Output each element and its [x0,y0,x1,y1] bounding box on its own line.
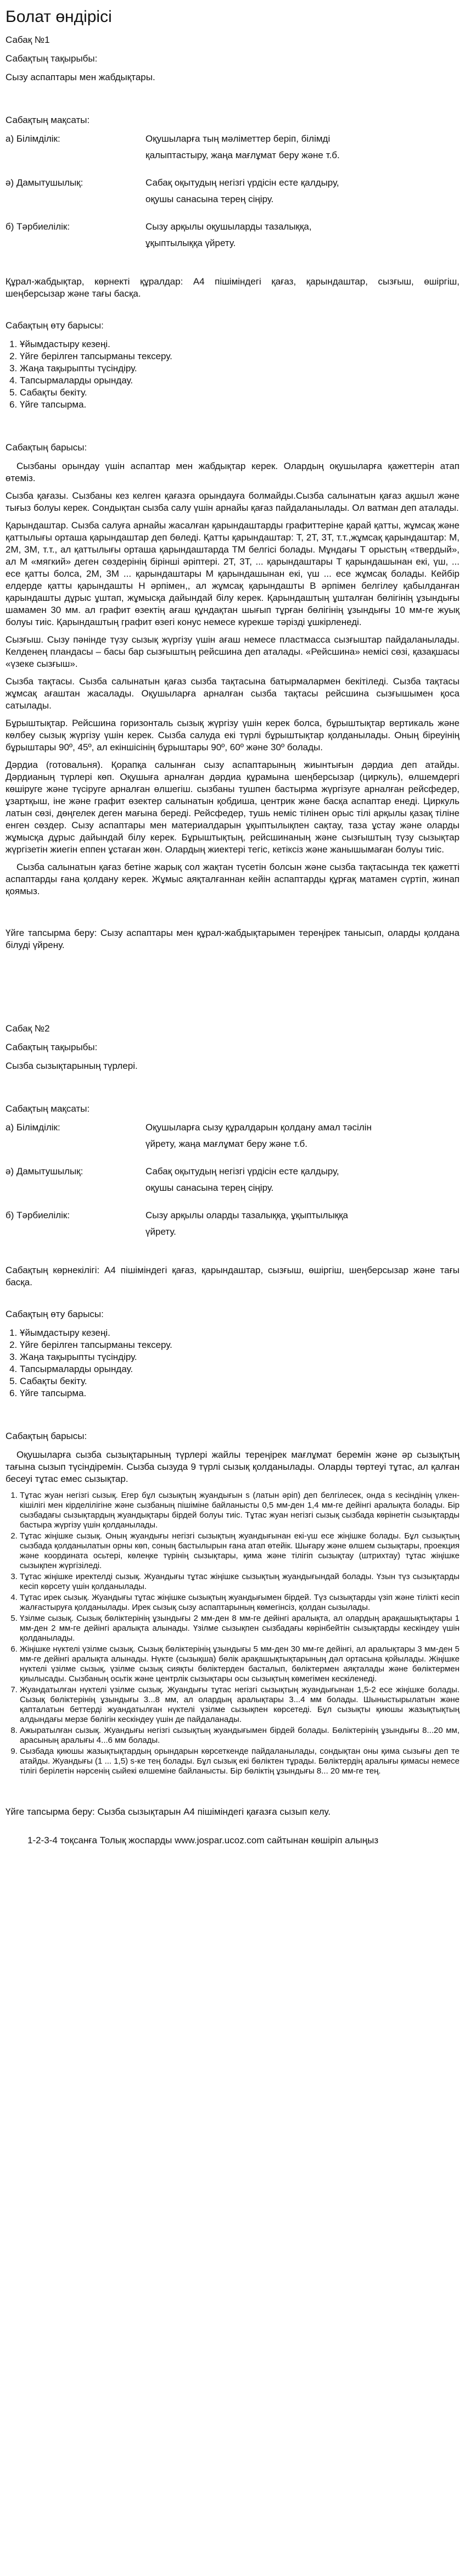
goal-value-line: үйрету. [145,1226,176,1237]
goal-key: б) Тәрбиелілік: [5,221,70,232]
topic-text: Сызу аспаптары мен жабдықтары. [5,72,155,82]
goals-label: Сабақтың мақсаты: [5,115,90,125]
goals-list [5,133,460,254]
goal-value [145,177,460,210]
line-type-item: 4. Тұтас ирек сызық. Жуандығы тұтас жіңішке сызықтың жуандығымен бірдей. Түз сызықтарды үзіп және тілікті кесіп жалғастыруға қолданылады. Ирек сызық сызу аспаптарының көмегінсіз, қолдан сызылады. [20,1593,460,1613]
footer-note: 1-2-3-4 тоқсанға Толық жоспарды www.jospar.ucoz.com сайтынан көшіріп алыңыз [27,1835,379,1845]
flow-item: 4. Тапсырмаларды орындау. [20,1363,460,1375]
body-paragraph: Сызғыш. Сызу пәнінде түзу сызық жүргізу үшін ағаш немесе пластмасса сызғыштар пайдаланылады. Келденең пландасы – басы бар сызғыштың рейсшина деп аталады. «Рейсшина» немісі сөзі, қазақшасы «үзеке сызғыш». [5,634,460,669]
flow-item: 3. Жаңа тақырыпты түсіндіру. [20,1351,460,1363]
line-type-item: 8. Ажыратылған сызық. Жуандығы негізгі сызықтың жуандығымен бірдей болады. Бөліктерінің ұзындығы 8...20 мм, арасының аралығы 4...6 мм болады. [20,1726,460,1746]
flow-item: 1. Ұйымдастыру кезеңі. [20,1327,460,1339]
goals-list [5,1122,460,1242]
lesson-number: Сабақ №1 [5,35,50,45]
intro-text: Оқушыларға сызба сызықтарының түрлері жайлы тереңірек мағлұмат беремін және әр сызықтың тағына сызып түсіндіремін. Сызба сызуда 9 түрлі сызық қолданылады. Оларды төртеуі тұтас, ал қалған бесеуі тұтас емес сызықтар. [5,1449,460,1484]
goal-row [5,133,460,166]
goal-value-line: ұқыптылыққа үйрету. [145,238,236,248]
progress-label: Сабақтың барысы: [5,1431,87,1441]
goal-value-line: оқушы санасына терең сіңіру. [145,194,274,204]
lesson-number: Сабақ №2 [5,1023,50,1034]
homework-text: Үйге тапсырма беру: Сызба сызықтарын А4 пішіміндегі қағазға сызып келу. [5,1806,331,1817]
goal-value-line: оқушы санасына терең сіңіру. [145,1183,274,1193]
goal-value [145,221,460,254]
progress-text [5,460,460,897]
body-paragraph: Бұрыштықтар. Рейсшина горизонталь сызық жүргізу үшін керек болса, бұрыштықтар вертикаль және көлбеу сызық жүргізу үшін керек. Сызба салуда екі түрлі бұрыштықтар қолданылады. Оның біреуінің бұрыштары 90º, 45º, ал екіншісінің бұрыштары 90º, 60º және 30º болады. [5,718,460,752]
line-type-item: 2. Тұтас жіңішке сызық. Оның жуандығы негізгі сызықтың жуандығынан екі-үш есе жіңішке болады. Бұл сызықтың сызбада қолданылатын орны көп, соның бастылырын ғана атап өтейік. Шығару және өлшем сызықтары, проекция және координата осьтері, көлеңке түрінің сызықтары, қима және тілігіп сызықтау (штрихтау) тұтас жіңішке сызықпен жүргізіледі. [20,1531,460,1571]
goal-value-line: Оқушыларға тың мәліметтер беріп, білімді [145,133,330,144]
flow-item: 2. Үйге берілген тапсырманы тексеру. [20,1339,460,1351]
goal-value [145,1166,460,1198]
goal-key: а) Білімділік: [5,133,60,144]
flow-label: Сабақтың өту барысы: [5,320,104,331]
topic-text: Сызба сызықтарының түрлері. [5,1061,138,1071]
flow-item: 2. Үйге берілген тапсырманы тексеру. [20,350,460,363]
goal-key: а) Білімділік: [5,1122,60,1133]
line-type-item: 3. Тұтас жіңішке иректелді сызық. Жуандығы тұтас жіңішке сызықтың жуандығындай болады. Үзын түз сызықтарды кесіп көрсету үшін қолданылады. [20,1572,460,1592]
goal-value-line: Сабақ оқытудың негізгі үрдісін есте қалдыру, [145,1166,339,1177]
goal-value-line: қалыптастыру, жаңа мағлұмат беру және т.б. [145,150,340,160]
line-types-list [5,1491,460,1776]
topic-label: Сабақтың тақырыбы: [5,1042,98,1052]
body-paragraph: Сызбаны орындау үшін аспаптар мен жабдықтар керек. Олардың оқушыларға қажеттерін атап өтеміз. [5,461,460,483]
lesson-2 [5,1023,460,1818]
flow-item: 4. Тапсырмаларды орындау. [20,375,460,387]
goal-row [5,1122,460,1155]
goal-row [5,221,460,254]
line-type-item: 7. Жуандатылған нүктелі үзілме сызық. Жуандығы тұтас негізгі сызықтың жуандығынан 1,5-2 есе жіңішке болады. Сызық бөліктерінің ұзындығы 3...8 мм, ал олардың аралықтары 3...4 мм болады. Шыныстырылатын және қапталатын беттерді жуандатылған нүктелі үзілме сызықпен көрсетеді. Бұл сызықты қиюшы жазықтықтың алдындағы мерзе бөлігін кескіндеу үшін де пайдаланады. [20,1685,460,1725]
goal-key: б) Тәрбиелілік: [5,1210,70,1220]
body-paragraph: Дәрдиа (готовальня). Қорапқа салынған сызу аспаптарының жиынтығын дәрдиа деп атайды. Дәрдианың түрлері көп. Оқушыға арналған дәрдиа құрамына шеңберсызар (циркуль), өлшемдергі көшіруге және түсіруге арналған өлшегіш. сызбаны тушпен бастырма жүргізуге арналған рейсфедер, ұзартқыш, іне және графит өзектер салынатын қобдиша, центрик және басқа аспаптар енеді. Циркуль латын сөзі, дөңгелек деген мағына береді. Рейсфедер, тушь неміс тілінен орыс тілі арқылы қазақ тіліне енген сөздер. Сызу аспаптары мен материалдарын ұқыптылықпен сақтау, таза ұстау және оларды жұмысқа дұрыс дайындай білу керек. Бұрыштықтың, рейсшинаның және сызғыштың түзу сызықтар жүргізетін жиегін еппен ұстаған жөн. Олардың жиектері тегіс, кетіксіз және жанышымаған болуы тиіс. [5,760,460,855]
flow-item: 5. Сабақты бекіту. [20,387,460,399]
goal-key: ә) Дамытушылық: [5,177,83,188]
goal-value-line: Сызу арқылы оларды тазалыққа, ұқыптылыққа [145,1210,348,1220]
body-paragraph: Сызба тақтасы. Сызба салынатын қағаз сызба тақтасына батырмалармен бекітіледі. Сызба тақтасы жұмсақ ағаштан жасалады. Оқушыларға арналған сызба тақтасы рейсшина сызғышымен қоса сатылады. [5,676,460,711]
progress-label: Сабақтың барысы: [5,442,87,453]
goal-value-line: Сабақ оқытудың негізгі үрдісін есте қалдыру, [145,177,339,188]
goal-value [145,1122,460,1155]
lesson-1 [5,34,460,951]
homework-text: Үйге тапсырма беру: Сызу аспаптары мен құрал-жабдықтарымен тереңірек танысып, оларды қолдана білуді үйрену. [5,928,460,950]
flow-label: Сабақтың өту барысы: [5,1309,104,1319]
goal-value-line: Сызу арқылы оқушыларды тазалыққа, [145,221,312,232]
goal-row [5,1209,460,1242]
equipment-text: Сабақтың көрнекілігі: А4 пішіміндегі қағаз, қарындаштар, сызғыш, өшіргіш, шеңберсызар және тағы басқа. [5,1265,460,1287]
flow-list [5,1327,460,1399]
line-type-item: 6. Жіңішке нүктелі үзілме сызық. Сызық бөліктерінің ұзындығы 5 мм-ден 30 мм-ге дейінгі, ал аралықтары 3 мм-ден 5 мм-ге дейінгі аралықта алынады. Нүкте (сызықша) бөлік арақашықтықтарының дәл ортасына қойылады. Жіңішке нүктелі үзілме сызық, үзілме сызық сияқты бөліктерден басталып, бөліктермен аяқталады және бөліктермен қиылысады. Сызбаның осьтік және центрлік сызықтары осы сызықтың көмегімен кескіленеді. [20,1644,460,1684]
body-paragraph: Сызба салынатын қағаз бетіне жарық сол жақтан түсетін болсын және сызба тақтасында тек қажетті аспаптарды ғана қолдану керек. Жұмыс аяқталғаннан кейін аспаптарды құрғақ матамен сүртіп, жинап қоямыз. [5,862,460,896]
goal-value-line: үйрету, жаңа мағлұмат беру және т.б. [145,1139,307,1149]
line-type-item: 9. Сызбада қиюшы жазықтықтардың орындарын көрсеткенде пайдаланылады, сондықтан оны қима сызығы деп те атайды. Жуандығы (1 ... 1,5) s-ке тең болады. Бұл сызық екі бөліктен тұрады. Бөліктердің аралығы қимасы немесе тілігі берілетін нәрсенің сыйекі өлшеміне байланысты. Бір бөліктің ұзындығы 8... 20 мм-ге тең. [20,1747,460,1776]
line-type-item: 5. Үзілме сызық. Сызық бөліктерінің ұзындығы 2 мм-ден 8 мм-ге дейінгі аралықта, ал олардың арақашықтықтары 1 мм-ден 2 мм-ге дейінгі аралықта алынады. Үзілме сызықпен сызбадағы көрінбейтін сызықтарды кескіндеу үшін қолданылады. [20,1614,460,1643]
flow-item: 5. Сабақты бекіту. [20,1375,460,1387]
goal-value [145,1209,460,1242]
flow-item: 3. Жаңа тақырыпты түсіндіру. [20,363,460,375]
goal-value-line: Оқушыларға сызу құралдарын қолдану амал тәсілін [145,1122,372,1133]
flow-item: 1. Ұйымдастыру кезеңі. [20,338,460,350]
goal-key: ә) Дамытушылық: [5,1166,83,1177]
flow-list [5,338,460,411]
flow-item: 6. Үйге тапсырма. [20,399,460,411]
goal-row [5,1166,460,1198]
body-paragraph: Қарындаштар. Сызба салуға арнайы жасалған қарындаштарды графиттеріне қарай қатты, жұмсақ және қаттылығы орташа қарындаштар деп бөледі. Қатты қарындаштар: Т, 2Т, 3Т, т.т.,жұмсақ қарындаштар: М, 2М, 3М, т.т., ал қаттылығы орташа қарындаштарда ТМ белгісі болады. Мұндағы Т орыстың «твердый», ал М «мягкий» деген сөздерінің бірінші әріптері. 2Т, 3Т, ... қарындаштары Т қарындашынан екі, үш, ... есе қатты болса, 2М, 3М ... қарындаштары М қарындашынан екі, үш ... есе жұмсақ болады. Кейбір елдерде қатты қарындашты Н әрпімен,, ал жұмсақ қарындашты В әрпімен белгілеу қабылданған қарындашты дұрыс ұштап, жұмысқа дайындай білу керек. Қарындаштың ұшталған бөлігінің ұзындығы шамамен 30 мм. ал графит өзектің ағаш құндақтан шығып тұрған бөлігінің ұзындығы 10 мм-ге жуық болуы тиіс. Қарындаштың графит өзегі конус немесе күрекше тәрізді ұшкірленеді. [5,520,460,627]
flow-item: 6. Үйге тапсырма. [20,1387,460,1399]
topic-label: Сабақтың тақырыбы: [5,53,98,64]
goal-row [5,177,460,210]
line-type-item: 1. Тұтас жуан негізгі сызық. Егер бұл сызықтың жуандығын s (латын әріп) деп белгілесек, онда s кесіндінің үлкен-кішілігі мен кірделілігіне және сызбаның пішіміне байланысты 0,5 мм-ден 1,4 мм-ге дейінгі аралықта болады. Бір сызбадағы сызықтардың жуандықтары бірдей болуы тиіс. Тұтас жуан негізгі сызық сызбада көрінетін сызықтарды бастыра жүргізу үшін қолданылады. [20,1491,460,1530]
goals-label: Сабақтың мақсаты: [5,1103,90,1114]
body-paragraph: Сызба қағазы. Сызбаны кез келген қағазға орындауға болмайды.Сызба салынатын қағаз ақшыл және тығыз болуы керек. Сондықтан сызба салу үшін арнайы қағаз пайдаланылады. Ол ватман деп аталады. [5,490,460,513]
equipment-text: Құрал-жабдықтар, көрнекті құралдар: А4 пішіміндегі қағаз, қарындаштар, сызғыш, өшіргіш, шеңберсызар және тағы басқа. [5,276,460,299]
goal-value [145,133,460,166]
document-title: Болат өндірісі [5,8,112,26]
